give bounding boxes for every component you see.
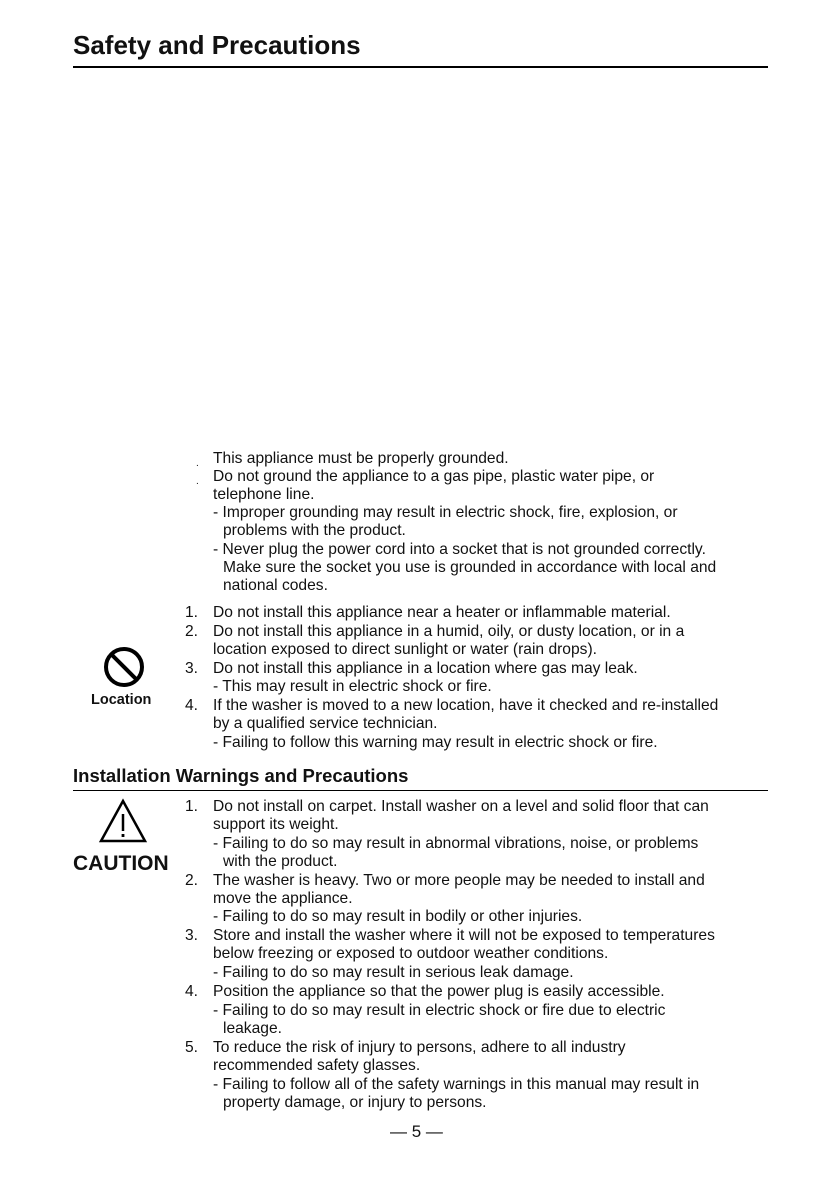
list-number: 2. (185, 623, 199, 640)
grounding-note-1-cont: problems with the product. (223, 522, 406, 539)
page-number: — 5 — (390, 1122, 443, 1141)
location-item-2: Do not install this appliance in a humid, oily, or dusty location, or in a (213, 623, 685, 640)
section-title: Installation Warnings and Precautions (73, 765, 409, 786)
installation-item-5-cont: recommended safety glasses. (213, 1057, 421, 1074)
installation-item-5: To reduce the risk of injury to persons, adhere to all industry (213, 1039, 626, 1056)
installation-item-2: The washer is heavy. Two or more people may be needed to install and (213, 872, 705, 889)
grounding-note-2: - Never plug the power cord into a socket that is not grounded correctly. (213, 541, 706, 558)
grounding-note-1: - Improper grounding may result in electric shock, fire, explosion, or (213, 504, 678, 521)
installation-item-3: Store and install the washer where it will not be exposed to temperatures (213, 927, 715, 944)
location-item-4-note: - Failing to follow this warning may result in electric shock or fire. (213, 734, 658, 751)
location-label: Location (91, 692, 152, 708)
installation-item-4-note: - Failing to do so may result in electric shock or fire due to electric (213, 1002, 666, 1019)
caution-label: CAUTION (73, 852, 169, 875)
list-number: 1. (185, 604, 199, 621)
installation-item-1-cont: support its weight. (213, 816, 339, 833)
installation-item-5-note: - Failing to follow all of the safety warnings in this manual may result in (213, 1076, 700, 1093)
page-title: Safety and Precautions (73, 30, 361, 60)
grounding-item-2-cont: telephone line. (213, 486, 315, 503)
location-item-4: If the washer is moved to a new location, have it checked and re-installed (213, 697, 719, 714)
warning-triangle-icon (98, 798, 148, 844)
list-number: 3. (185, 660, 199, 677)
installation-item-5-note-cont: property damage, or injury to persons. (223, 1094, 487, 1111)
bullet: . (196, 458, 199, 469)
installation-item-3-note: - Failing to do so may result in serious leak damage. (213, 964, 574, 981)
location-item-4-cont: by a qualified service technician. (213, 715, 438, 732)
grounding-item-2: Do not ground the appliance to a gas pipe, plastic water pipe, or (213, 468, 655, 485)
installation-item-1-note-cont: with the product. (223, 853, 338, 870)
grounding-note-2-cont2: national codes. (223, 577, 328, 594)
installation-item-4: Position the appliance so that the power plug is easily accessible. (213, 983, 665, 1000)
title-divider (73, 66, 768, 68)
grounding-note-2-cont1: Make sure the socket you use is grounded in accordance with local and (223, 559, 717, 576)
prohibited-icon (102, 645, 146, 689)
list-number: 2. (185, 872, 199, 889)
location-item-2-cont: location exposed to direct sunlight or water (rain drops). (213, 641, 597, 658)
bullet: . (196, 476, 199, 487)
installation-item-1: Do not install on carpet. Install washer on a level and solid floor that can (213, 798, 709, 815)
installation-item-2-note: - Failing to do so may result in bodily or other injuries. (213, 908, 583, 925)
installation-item-2-cont: move the appliance. (213, 890, 353, 907)
location-item-3: Do not install this appliance in a location where gas may leak. (213, 660, 638, 677)
installation-item-1-note: - Failing to do so may result in abnormal vibrations, noise, or problems (213, 835, 699, 852)
section-divider (73, 790, 768, 791)
location-item-3-note: - This may result in electric shock or fire. (213, 678, 492, 695)
grounding-item-1: This appliance must be properly grounded. (213, 450, 509, 467)
list-number: 3. (185, 927, 199, 944)
list-number: 5. (185, 1039, 199, 1056)
installation-item-3-cont: below freezing or exposed to outdoor weather conditions. (213, 945, 609, 962)
list-number: 4. (185, 697, 199, 714)
list-number: 4. (185, 983, 199, 1000)
location-item-1: Do not install this appliance near a heater or inflammable material. (213, 604, 671, 621)
list-number: 1. (185, 798, 199, 815)
installation-item-4-note-cont: leakage. (223, 1020, 282, 1037)
